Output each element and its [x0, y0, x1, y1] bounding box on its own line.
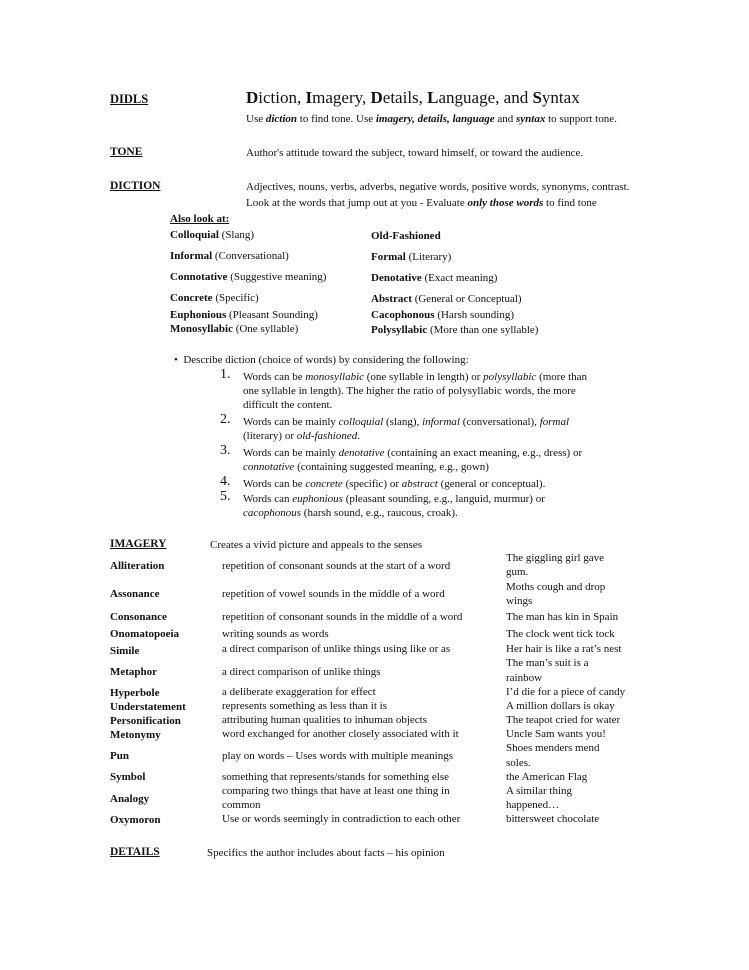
section-label-imagery: IMAGERY — [110, 538, 167, 550]
definition-analogy: comparing two things that have at least one thing in — [222, 785, 450, 797]
term-consonance: Consonance — [110, 611, 167, 623]
definition-understatement: represents something as less than it is — [222, 700, 387, 712]
section-label-tone: TONE — [110, 146, 143, 158]
example-line: I’d die for a piece of candy — [506, 686, 626, 698]
definition-metaphor: a direct comparison of unlike things — [222, 666, 381, 678]
diction-pair-right: Formal (Literary) — [371, 251, 452, 263]
definition-metonymy: word exchanged for another closely associated with it — [222, 728, 459, 740]
example-line: A similar thing — [506, 785, 572, 797]
definition-simile: a direct comparison of unlike things using like or as — [222, 643, 451, 655]
page-subtitle: Use diction to find tone. Use imagery, details, language and syntax to support tone. — [246, 113, 617, 125]
also-look-at-heading: Also look at: — [170, 213, 230, 225]
term-alliteration: Alliteration — [110, 560, 165, 572]
term-simile: Simile — [110, 645, 140, 657]
list-item-line: Words can be concrete (specific) or abstract (general or conceptual). — [243, 478, 546, 490]
definition-alliteration: repetition of consonant sounds at the start of a word — [222, 560, 451, 572]
term-understatement: Understatement — [110, 701, 186, 713]
definition-hyperbole: a deliberate exaggeration for effect — [222, 686, 376, 698]
diction-pair-left: Colloquial (Slang) — [170, 229, 255, 241]
diction-pair-right: Abstract (General or Conceptual) — [371, 293, 522, 305]
diction-pair-left: Concrete (Specific) — [170, 292, 259, 304]
term-onomatopoeia: Onomatopoeia — [110, 628, 180, 640]
definition-consonance: repetition of consonant sounds in the middle of a word — [222, 611, 463, 623]
list-item-line: cacophonous (harsh sound, e.g., raucous, croak). — [243, 507, 458, 519]
list-item-line: connotative (containing suggested meaning, e.g., gown) — [243, 461, 489, 473]
imagery-intro: Creates a vivid picture and appeals to the senses — [210, 539, 422, 551]
example-line: Shoes menders mend — [506, 742, 600, 754]
list-item-line: one syllable in length). The higher the ratio of polysyllabic words, the more — [243, 385, 576, 397]
term-metonymy: Metonymy — [110, 729, 161, 741]
term-metaphor: Metaphor — [110, 666, 158, 678]
diction-pair-right: Polysyllabic (More than one syllable) — [371, 324, 539, 336]
list-item-line: Words can be mainly colloquial (slang), informal (conversational), formal — [243, 416, 570, 428]
definition-oxymoron: Use or words seemingly in contradiction to each other — [222, 813, 461, 825]
list-number: 1. — [220, 367, 231, 382]
section-label-details: DETAILS — [110, 846, 160, 858]
example-line: bittersweet chocolate — [506, 813, 600, 825]
example-line: Uncle Sam wants you! — [506, 728, 606, 740]
example-line: The clock went tick tock — [506, 628, 615, 640]
term-pun: Pun — [110, 750, 129, 762]
diction-pair-right: Old-Fashioned — [371, 230, 441, 242]
list-number: 5. — [220, 489, 231, 504]
example-line: The giggling girl gave — [506, 552, 605, 564]
list-number: 4. — [220, 474, 231, 489]
section-label-diction: DICTION — [110, 180, 161, 192]
example-line: The teapot cried for water — [506, 714, 621, 726]
list-item-line: Words can be monosyllabic (one syllable in length) or polysyllabic (more than — [243, 371, 588, 383]
term-personification: Personification — [110, 715, 181, 727]
list-item-line: Words can euphonious (pleasant sounding, e.g., languid, murmur) or — [243, 493, 545, 505]
details-definition: Specifics the author includes about facts – his opinion — [207, 847, 445, 859]
definition-pun: play on words – Uses words with multiple meanings — [222, 750, 453, 762]
example-line: happened… — [506, 799, 560, 811]
example-line: gum. — [506, 566, 529, 578]
example-line: The man’s suit is a — [506, 657, 589, 669]
example-line: soles. — [506, 757, 531, 769]
example-line: rainbow — [506, 672, 543, 684]
list-item-line: Words can be mainly denotative (containing an exact meaning, e.g., dress) or — [243, 447, 583, 459]
example-line: Moths cough and drop — [506, 581, 606, 593]
diction-pair-left: Euphonious (Pleasant Sounding) — [170, 309, 318, 321]
definition-assonance: repetition of vowel sounds in the middle of a word — [222, 588, 445, 600]
diction-pair-left: Connotative (Suggestive meaning) — [170, 271, 327, 283]
diction-pair-right: Denotative (Exact meaning) — [371, 272, 498, 284]
bullet-icon: • — [174, 354, 178, 366]
diction-pair-left: Informal (Conversational) — [170, 250, 289, 262]
example-line: wings — [506, 595, 533, 607]
definition-onomatopoeia: writing sounds as words — [222, 628, 329, 640]
term-hyperbole: Hyperbole — [110, 687, 160, 699]
diction-pair-left: Monosyllabic (One syllable) — [170, 323, 299, 335]
tone-definition: Author's attitude toward the subject, toward himself, or toward the audience. — [246, 147, 584, 159]
list-item-line: difficult the content. — [243, 399, 333, 411]
example-line: A million dollars is okay — [506, 700, 615, 712]
list-item-line: (literary) or old-fashioned. — [243, 430, 360, 442]
diction-pair-right: Cacophonous (Harsh sounding) — [371, 309, 515, 321]
example-line: the American Flag — [506, 771, 588, 783]
term-analogy: Analogy — [110, 793, 150, 805]
definition-analogy-cont: common — [222, 799, 261, 811]
diction-bullet: • Describe diction (choice of words) by considering the following: — [174, 354, 469, 366]
example-line: The man has kin in Spain — [506, 611, 619, 623]
term-assonance: Assonance — [110, 588, 160, 600]
term-oxymoron: Oxymoron — [110, 814, 161, 826]
diction-line-1: Adjectives, nouns, verbs, adverbs, negative words, positive words, synonyms, contrast. — [246, 181, 630, 193]
list-number: 3. — [220, 443, 231, 458]
page-title: Diction, Imagery, Details, Language, and Syntax — [246, 88, 580, 107]
diction-line-2: Look at the words that jump out at you - Evaluate only those words to find tone — [246, 197, 597, 209]
definition-symbol: something that represents/stands for something else — [222, 771, 449, 783]
definition-personification: attributing human qualities to inhuman objects — [222, 714, 427, 726]
term-symbol: Symbol — [110, 771, 146, 783]
section-label-didls: DIDLS — [110, 92, 149, 106]
example-line: Her hair is like a rat’s nest — [506, 643, 622, 655]
list-number: 2. — [220, 412, 231, 427]
